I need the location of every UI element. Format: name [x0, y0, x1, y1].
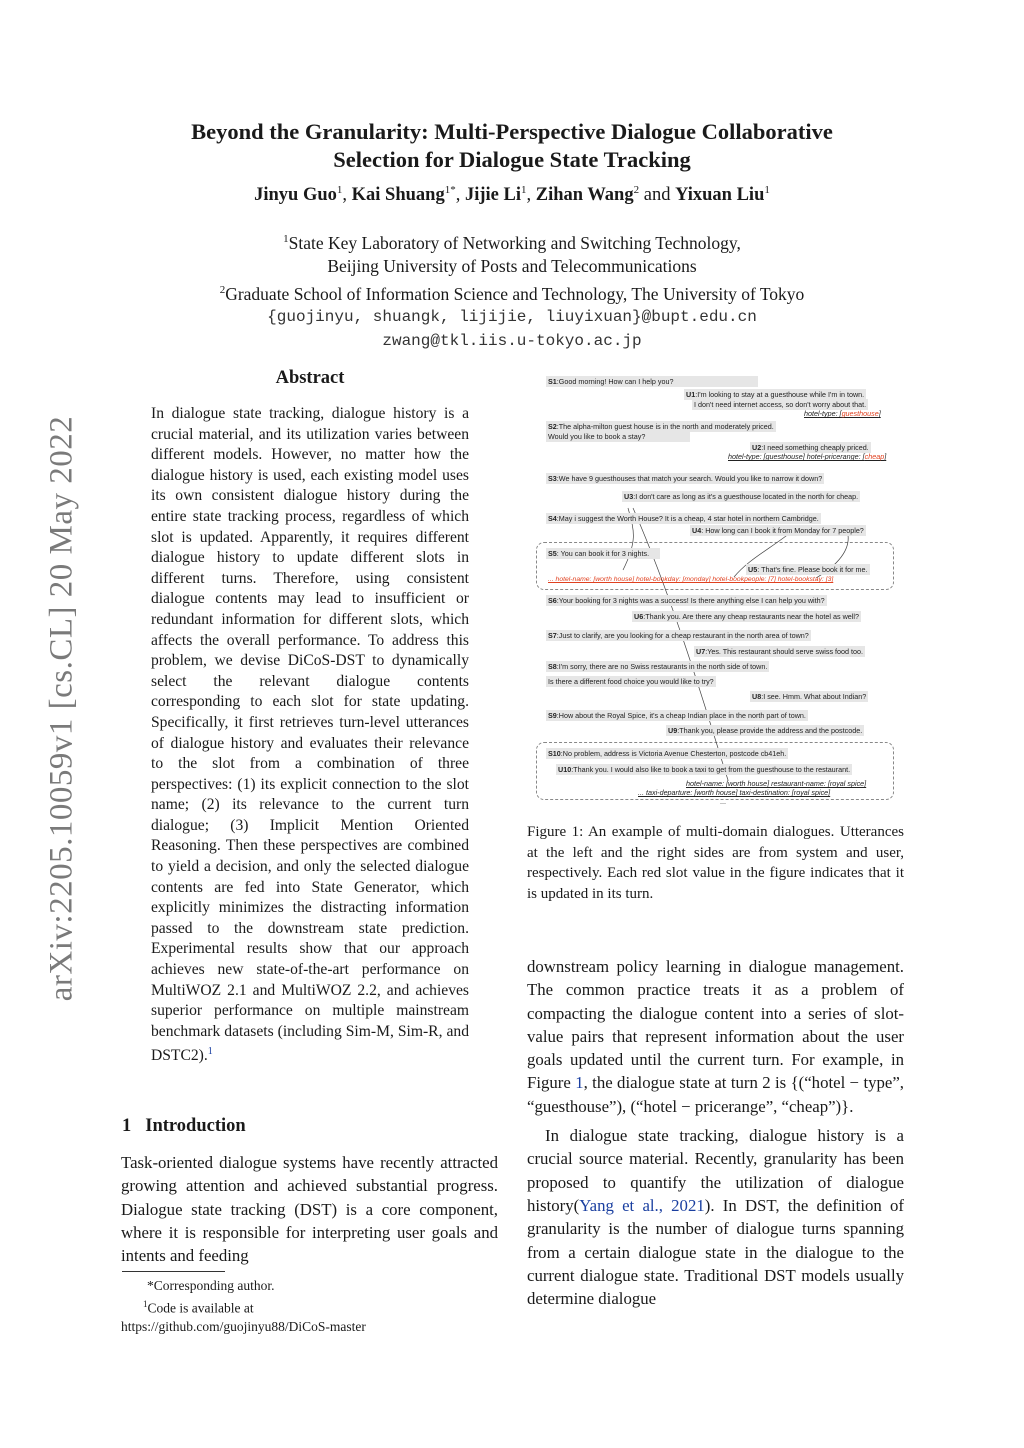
- dialogue-figure: [538, 370, 902, 810]
- footnotes: [121, 1277, 501, 1336]
- slot-values: ... taxi-departure: [worth house] taxi-destination: [royal spice]: [638, 788, 831, 797]
- abstract-body: [151, 404, 469, 1067]
- author-name: Zihan Wang: [535, 185, 634, 206]
- email-1: {guojinyu, shuangk, lijijie, liuyixuan}@bupt.edu.cn: [267, 308, 757, 327]
- slot-values: ... hotel-name: [worth house] hotel-bookday: [monday] hotel-bookpeople: [7] hotel-bookstay: [3]: [548, 576, 834, 583]
- user-utterance: U9:Thank you, please provide the address and the postcode.: [668, 726, 863, 735]
- right-paragraph-1: downstream policy learning in dialogue management. The common practice treats it as a problem of compacting the dialogue content into a series of slot-value pairs that represent information about the user goals updated until the current turn. For example, in Figure 1, the dialogue state at turn 2 is {(“hotel − type”, “guesthouse”), (“hotel − pricerange”, “cheap”)}.: [527, 957, 904, 1116]
- slot-values: hotel-name: [worth house] restaurant-name: [royal spice]: [686, 779, 867, 788]
- abstract-heading: Abstract: [275, 368, 345, 388]
- figure-link[interactable]: 1: [575, 1073, 584, 1093]
- affil-sup: 1: [283, 233, 289, 245]
- system-utterance: S2:The alpha-milton guest house is in the north and moderately priced.: [548, 422, 774, 431]
- author-sup: 2: [633, 184, 640, 196]
- footnote-code: Code is available at: [147, 1300, 254, 1316]
- citation-link[interactable]: Yang et al., 2021: [579, 1195, 705, 1215]
- author-sup: 1: [764, 184, 770, 196]
- author-sup: 1*: [444, 184, 456, 196]
- right-paragraph-2: In dialogue state tracking, dialogue history is a crucial source material. Recently, granularity has been proposed to quantify the utilization of dialogue history(Yang et al., 2021). In DST, the definition of granularity is the number of dialogue turns spanning from a certain dialogue state in the dialogue to the current dialogue state. Traditional DST models usually determine dialogue: [527, 1126, 904, 1309]
- user-utterance: U4: How long can I book it from Monday for 7 people?: [692, 526, 864, 535]
- system-utterance: S8:I'm sorry, there are no Swiss restaurants in the north side of town.: [548, 662, 768, 671]
- arxiv-stamp: arXiv:2205.10059v1 [cs.CL] 20 May 2022: [43, 415, 80, 1002]
- footnote-url[interactable]: https://github.com/guojinyu88/DiCoS-master: [121, 1318, 366, 1334]
- author-name: Yixuan Liu: [675, 185, 765, 206]
- system-utterance: S5: You can book it for 3 nights.: [546, 548, 660, 559]
- email-2: zwang@tkl.iis.u-tokyo.ac.jp: [382, 331, 642, 350]
- intro-paragraph: Task-oriented dialogue systems have recently attracted growing attention and achieved substantial progress. Dialogue state tracking (DST) is a core component, where it is responsible for interpreting user goals and intents and feeding: [121, 1153, 498, 1266]
- section-number: 1: [122, 1116, 132, 1136]
- system-utterance-cont: Is there a different food choice you would like to try?: [548, 677, 714, 686]
- author-sup: 1: [520, 184, 527, 196]
- system-utterance: S4:May i suggest the Worth House? It is a cheap, 4 star hotel in northern Cambridge.: [548, 514, 819, 523]
- user-utterance: U1:I'm looking to stay at a guesthouse while I'm in town.: [686, 390, 865, 399]
- ellipsis: ...: [720, 797, 726, 806]
- user-utterance: U7:Yes. This restaurant should serve swiss food too.: [696, 647, 864, 656]
- author-name: Jijie Li: [464, 185, 521, 206]
- footnote-sup: 1: [143, 1299, 148, 1309]
- user-utterance: U8:I see. Hmm. What about Indian?: [752, 692, 867, 701]
- system-utterance: S10:No problem, address is Victoria Avenue Chesterton, postcode cb41eh.: [548, 749, 787, 758]
- slot-values: hotel-type: [guesthouse] hotel-pricerange: [cheap]: [728, 452, 887, 461]
- footnote-rule: [122, 1271, 225, 1272]
- footnote-corresponding: *Corresponding author.: [147, 1278, 275, 1293]
- author-name: Kai Shuang: [351, 185, 445, 206]
- author-sup: 1: [336, 184, 343, 196]
- figure-caption: Figure 1: An example of multi-domain dialogues. Utterances at the left and the right sides are from system and user, respectively. Each red slot value in the figure indicates that it is updated in its turn.: [527, 824, 904, 902]
- title-line-1: Beyond the Granularity: Multi-Perspective Dialogue Collaborative: [191, 119, 833, 144]
- system-utterance-cont: Would you like to book a stay?: [546, 431, 690, 442]
- system-utterance: S6:Your booking for 3 nights was a success! Is there anything else I can help you with?: [548, 596, 825, 605]
- abstract-text: In dialogue state tracking, dialogue history is a crucial material, and its utilization varies between different models. However, no matter how the dialogue history is used, each existing model uses its own consistent dialogue history during the entire state tracking process, regardless of which slot is updated. Apparently, it requires different dialogue history to update different slots in different turns. Therefore, using consistent dialogue contents may lead to insufficient or redundant information for different slots, which affects the overall performance. To address this problem, we devise DiCoS-DST to dynamically select the relevant dialogue contents corresponding to each slot for state updating. Specifically, it first retrieves turn-level utterances of dialogue history and evaluates their relevance to the slot from a combination of three perspectives: (1) its explicit connection to the slot name; (2) its relevance to the current turn dialogue; (3) Implicit Mention Oriented Reasoning. Then these perspectives are combined to yield a decision, and only the selected dialogue contents are fed into State Generator, which explicitly minimizes the distracting information passed to the downstream state prediction. Experimental results show that our approach achieves new state-of-the-art performance on MultiWOZ 2.1 and MultiWOZ 2.2, and achieves superior performance on multiple mainstream benchmark datasets (including Sim-M, Sim-R, and DSTC2).: [151, 405, 469, 1065]
- right-column: [527, 955, 904, 1310]
- slot-values: hotel-type: [guesthouse]: [804, 409, 881, 418]
- author-list: Jinyu Guo$^1$, Kai Shuang$^{1*}$, Jijie Li$^1$, Zihan Wang$^2$ and Yixuan Liu$^1$: [254, 184, 770, 206]
- system-utterance: S9:How about the Royal Spice, it's a cheap Indian place in the north part of town.: [548, 711, 806, 720]
- affil-sup: 2: [219, 283, 226, 296]
- section-heading: [122, 1116, 260, 1137]
- system-utterance: S1:Good morning! How can I help you?: [546, 376, 758, 387]
- affil-1-line-1: State Key Laboratory of Networking and Switching Technology,: [288, 232, 741, 253]
- author-name: Jinyu Guo: [254, 185, 337, 206]
- paper-title: [120, 118, 904, 174]
- user-utterance-cont: I don't need internet access, so don't worry about that.: [694, 400, 867, 409]
- title-line-2: Selection for Dialogue State Tracking: [333, 147, 691, 172]
- system-utterance: S7:Just to clarify, are you looking for a cheap restaurant in the north area of town?: [548, 631, 809, 640]
- user-utterance: U6:Thank you. Are there any cheap restaurants near the hotel as well?: [634, 612, 859, 621]
- user-utterance: U5: That's fine. Please book it for me.: [748, 565, 868, 574]
- user-utterance: U2:I need something cheaply priced.: [752, 443, 869, 452]
- user-utterance: U10:Thank you. I would also like to book a taxi to get from the guesthouse to the restaurant.: [558, 765, 851, 774]
- affil-2-line: Graduate School of Information Science and Technology, The University of Tokyo: [225, 283, 805, 304]
- affil-1-line-2: Beijing University of Posts and Telecommunications: [327, 256, 697, 277]
- system-utterance: S3:We have 9 guesthouses that match your search. Would you like to narrow it down?: [548, 474, 823, 483]
- footnote-mark: 1: [207, 1046, 213, 1058]
- user-utterance: U3:I don't care as long as it's a guesthouse located in the north for cheap.: [624, 492, 859, 501]
- affiliations: [120, 228, 904, 353]
- section-title: Introduction: [145, 1116, 246, 1136]
